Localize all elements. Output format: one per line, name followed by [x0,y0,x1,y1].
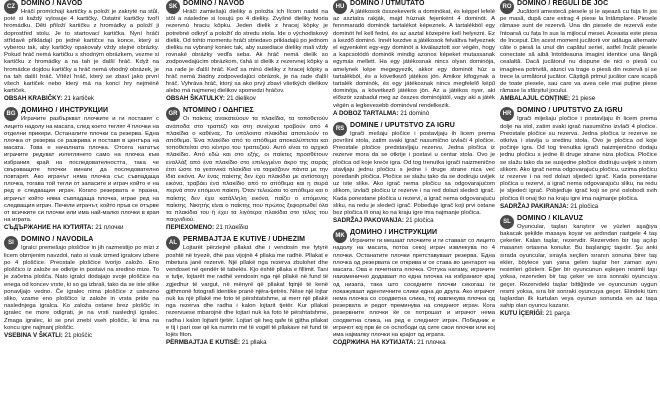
section-ro [500,0,657,103]
lang-badge-cz: CZ [4,0,18,14]
section-body-hr: Igrači miješaju pločice i postavljaju ih licem prema dolje na stol, zatim svaki igrač nasumično izvlači 4 pločice. Preostale pločice su rezerva. Jedna pločica iz rezerve se otkriva i stavlja u sredinu stola. Ovo je pločica od koje počinje igra. Od tog trenutka igrači naizmjenično dodaju jednu pločicu s jedne ili druge strane niza pločica. Pločice se slažu tako da se susjedne pločice dodiruju uvijek s istom slikom. Ako igrač nema odgovarajuću pločicu, uzima pločicu iz rezerve i na red dolazi sljedeći igrač. Kada ponestane pločica u rezervi, a igrač nema odgovarajuću sliku, na redu je sljedeći igrač. Pobjeđuje igrač koji se prvi oslobodi svih pločica ili onaj tko na kraju igre ima najmanje pločica. [500,116,657,202]
section-cz [4,0,159,103]
lang-badge-sk: SK [166,0,180,14]
section-sk [166,0,328,103]
lang-badge-hu: HU [333,0,347,14]
box-contents-sk: OBSAH ŠKATULKY: 21 dielikov [166,95,256,103]
lang-badge-ro: RO [500,0,514,14]
section-gr [166,107,328,232]
lang-badge-bg: BG [4,107,18,121]
section-title-ro: DOMINO / REGULI DE JOC [517,0,609,7]
lang-badge-sl: SL [500,215,514,229]
section-title-gr: ΝΤΟΜΙΝΟ / ΟΔΗΓΙΕΣ [183,107,254,115]
column-3 [333,0,495,420]
section-title-cz: DOMINO / NÁVOD [21,0,83,7]
section-body-gr: Οι παίκτες ανακατεύουν τα πλακίδια, τα τοποθετούν ανάποδα στο τραπέζι και στη συνέχεια τραβούν από 4 πλακίδια ο καθένας. Τα υπόλοιπα πλακίδια αποτελούν το απόθεμα. Ένα πλακίδιο από το απόθεμα αποκαλύπτεται και τοποθετείται στο κέντρο του τραπεζιού. Αυτό είναι το αρχικό πλακίδιο. Από εδώ και στο εξής, οι παίκτες προσθέτουν εναλλάξ από ένα πλακίδιο στο επιλεγμένο άκρο της σειράς έτσι ώστε τα γειτονικά πλακίδια να ταιριάζουν πάντα με την ίδια εικόνα. Αν ένας παίκτης δεν έχει πλακίδιο με αντίστοιχη εικόνα, τραβάει ένα πλακίδιο από το απόθεμα και η σειρά περνά στον επόμενο παίκτη. Όταν τελειώσει το απόθεμα και ο παίκτης δεν έχει κατάλληλη εικόνα, παίζει ο επόμενος παίκτης. Νικητής είναι ο παίκτης που πρώτος ξεφορτωθεί όλα τα πλακίδια του ή έχει τα λιγότερα πλακίδια στο τέλος του παιχνιδιού. [166,116,328,224]
section-si [4,236,159,339]
lang-badge-hr: HR [500,107,514,121]
box-contents-hu: A DOBOZ TARTALMA: 21 dominó [333,109,430,117]
section-title-al: PËRMBAJTJA E KUTIVE / UDHËZIM [183,236,306,244]
section-body-cz: Hráči promíchají kartičky a položí je zakryté na stůl, poté si každý vylosuje 4 kartičky. Ostatní kartičky tvoří hromádku. Děti přiloží kartičku z hromádky a položí ji doprostřed stolu. Je to startovací kartička. Nyní hráči střídavě přikládají po jedné kartičce na konce, který si vyberou tak, aby kartičky opakovaly vždy stejné obrázky. Pokud hráč nemá kartičku s shodným obrázkem, vezme si kartičku z hromádky a na tah je další hráč. Když na hromádce dojdou kartičky a hráč nemá vhodný obrázek, je na tah další hráč. Vítězí hráč, který se zbaví jako první všech kartiček nebo který má na konci hry nejméně kartiček. [4,9,159,95]
box-contents-sl: KUTU İÇERİĞİ: 21 parça [500,310,570,318]
section-title-bg: ДОМИНО / ИНСТРУКЦИИ [21,107,109,115]
section-body-ro: Jucătorii amestecă piesele și le așează cu fața în jos pe masă, după care extrag 4 piese la întâmplare. Piesele rămase sunt de rezervă. Una din piesele de rezervă este întoarsă cu fața în sus la mijlocul mesei. Aceasta este piesa de început. Din acest moment jucătorii vor adăuga alternativ câte o piesă la unul din capătul seriei, astfel încât piesele conectate să aibă întotdeauna imagini identice una lângă cealaltă. Dacă jucătorul nu dispune de nici o piesă cu imaginea potrivită, atunci va trage o piesă din rezervă și se trece la următorul jucător. Câștigă primul jucător care scapă de toate piesele, sau care va avea cele mai puține piese rămase la sfârșitul jocului. [500,9,657,95]
section-body-al: Lojtarët përziejnë pllakat dhe i vendosin me fytyrë poshtë në tryezë, dhe pas vijojnë 4 pllaka me radhë. Pllakat e mbetura janë rezervë. Një pllakë nga rezerva zbulohet dhe vendoset në qendër të tabelës. Kjo është pllaka e fillimit. Tani e tutje, lojtarët me radhë vendosin nga një pllakë në fund të zgjedhur të vargut, në mënyrë që pllakat fqinjë të kenë gjithmonë fotografi identike pranë njëra-tjetrës. Nëse një lojtar nuk ka një pllakë me foto të përshtatshme, ai merr një pllakë nga rezerva dhe radha i kalon lojtarit tjetër. Kur pllakat rezervuese mbarojnë dhe lojtari nuk ka foto të përshtatshme, radha i kalon lojtarit tjetër. Lojtari që heq qafe të gjitha pllakat e tij i pari ose që ka numrin më të vogël të pllakave në fund të lojës fiton. [166,245,328,338]
section-rs [333,122,495,225]
section-title-hr: DOMINO / UPUTSTVO ZA IGRU [517,107,623,115]
section-body-sk: Hráči zamiešajú dieliky a položia ich lícom nadol na stôl a následne si losujú po 4 dieliky. Zvyšné dieliky tvoria rezervnú hraciu kôpku. Jeden dielik z hracej kôpky je potrebné odkryť a položiť do stredu stola. Ide o východiskový dielik. Od tohto momentu hráči striedavo prikladajú po jednom dieliku na vybraný koniec tak, aby susediace dieliky mali vždy rovnaké obrázky vedľa seba. Ak hráč nemá dielik so zodpovedajúcim obrázkom, ťahá si dielik z rezervnej kôpky a na rade je ďalší hráč. Keď sa minú dieliky z hracej kôpky a hráč nemá žiadny zodpovedajúci obrázok, je na rade ďalší hráč. Vyhráva hráč, ktorý sa ako prvý zbaví všetkých dielikov alebo má najmenej dielikov spomedzi hráčov. [166,9,328,95]
section-title-rs: DOMINE / UPUTSTVO ZA IGRU [350,121,455,129]
box-contents-ro: AMBALAJUL CONȚINE: 21 piese [500,95,596,103]
column-4 [500,0,657,420]
box-contents-si: VSEBINA V ŠKATLI: 21 ploščic [4,331,93,339]
box-contents-al: PËRMBAJTJA E KUTISË: 21 pllaka [166,339,267,347]
section-title-sk: DOMINO / NÁVOD [183,0,245,7]
column-2 [166,0,328,420]
section-body-hu: A játékosok összekeverik a dominókat, és képpel lefelé az asztalra rakják, majd húznak fejenként 4 dominót. A fennmaradó dominók tartalékot képeznek. A tartalékból egy dominót fel kell fedni, és az asztal közepére kell helyezni. Ez a kezdő dominó. Innét kezdve a játékosok felváltva helyeznek el egyenként egy-egy dominót a kiválasztott sor végén, hogy a kapcsolódó dominók mindig azonos képeket mutassanak egymás mellett. Ha egy játékosnak nincs olyan dominója, amelynek képe megegyezik, akkor egy dominót húz a tartalékból, és a következő játékos jön. Amikor kifogynak a tartalék dominók, és egy játékosnak nincs megfelelő képű dominója, a következő játékos jön. Az a játékos nyer, aki először szabadul meg az összes dominójától, vagy aki a játék végén a legkevesebb dominóval rendelkezik. [333,9,495,109]
section-title-hu: DOMINÓ / ÚTMUTATÓ [350,0,425,7]
section-body-rs: Igrači mešaju pločice i postavljaju ih licem prema površini stola, zatim svaki igrač nasumično izvlači 4 pločice. Preostale pločice predstavljaju rezervu. Jedna pločica iz rezerve mora da se otkrije i postavi u centar stola. Ovo je pločica od koje kreće igra. Od tog trenutka igrači naizmenično stavljaju jednu pločicu s jedne i druge strane niza već poređanih pločica. Pločice se slažu tako da se dodiruju uvijek uz iste slike. Ako igrač nema pločicu sa odgovarajućom slikom, izvlači pločicu iz rezerve i na red dolazi sledeći igrač. Kada ponestane pločica u rezervi, a igrač nema odgovarajuću sliku, na redu je sledeći igrač. Pobeđuje igrač koji prvi ostane bez pločica ili onaj ko na kraju igre ima najmanje pločica. [333,130,495,217]
box-contents-hr: SADRŽAJ PAKIRANJA: 21 pločica [500,202,599,210]
lang-badge-al: AL [166,236,180,250]
section-bg [4,107,159,232]
column-1 [4,0,159,420]
section-mk [333,229,495,347]
section-body-bg: Играчите разбъркват плочките и ги поставят с лицето надолу на масата, след което теглят 4 плочки на отделни прикери. Останалите плочки са резерва. Една плочка от резерва се разкрива и поставя в центъра на масата. Това е началната плочка. Отсега нататък играчите редуват изтеглянето само на плочка към избрания край на последователността, така че свързващите плочки винаги да последователно повтарят. Ако играчът няма плочка със съвпадаща плочка, тогава той тегли от запасите и играч който е на ред е следващия играч. Когато резервата е празна, играчът който няма съвпадаща плочка, играе ред на следващия играч. Печели играчът, който пръв се отърве от всичките си плочки или има най-малко плочки в края на играта. [4,116,159,224]
box-contents-mk: СОДРЖИНА НА КУТИЈАТА: 21 плочка [333,339,446,347]
section-title-sl: DOMINO / KILAVUZ [517,214,584,222]
section-body-mk: Играчите ги мешаат плочките и ги ставаат со лицето надолу на масата, потоа секој играч извлекува по 4 плочки. Останатите плочки претставуваат резерва. Една плочка од резервата се открива и се става во центарот на масата. Ова е почетната плочка. Оттука натаму, играчите наизменично додаваат по една плочка на избраниот крај од низата, така што соседните плочки секогаш ги покажуваат идентичните слики една до друга. Ако играчот нема плочка со соодветна слика, тој извлекува плочка од резервата и редот преминува на следниот играч. Кога резервните плочки ќе се потрошат и играчот нема соодветна слика, на ред е следниот играч. Победник е играчот кој прв ќе се ослободи од сите свои плочки или кој има најмалку плочки на крајот од играта. [333,238,495,338]
box-contents-cz: OBSAH KRABIČKY: 21 kartiček [4,95,94,103]
box-contents-gr: ΠΕΡΙΕΧΟΜΕΝΟ: 21 πλακίδια [166,224,249,232]
lang-badge-si: SI [4,236,18,250]
section-body-si: Igralci premešajo ploščice in jih razmestijo po mizi z licem obrnjenim navzdol, nato si vsak izmed igralcev izbere po 4 ploščice. Preostale ploščice tvorijo založo. Eno ploščico iz založe se odkrije in postavi na sredino mize. To je začetna plošča. Nato igralci dodajajo svoje ploščice na enega od koncev vrste, ki so ga izbrali, tako da se iste slike ponavljajo vedno. Če igralec nima ploščice z ustrezno sliko, vzame eno ploščico iz založe in vrsta pride na naslednjega igralca. Ko založa ostane brez ploščic in igralec ne more odigrati, je na vrsti naslednji igralec. Zmaga igralec, ki se prvi znebi vseh ploščic, ki ima na koncu igre najmanj ploščic. [4,245,159,331]
lang-badge-gr: GR [166,107,180,121]
section-al [166,236,328,347]
section-hr [500,107,657,210]
lang-badge-rs: RS [333,122,347,136]
section-body-sl: Oyuncular, taşları karıştırır ve yüzleri aşağıya bakacak şekilde masaya koyar ve ardından rastgele 4 taş çekerler. Kalan taşlar, rezervdir. Rezervden bir taş açılıp masanın ortasına konulur. Bu başlangıç taşıdır. Şu anki sırada oyuncular, sırayla seçilen sıranın sonuna birer taş ekler, böylece yan yana gelen taşlar her zaman aynı resimleri gösterir. Eğer bir oyuncunun eşleşen resimli taşı yoksa, rezervden bir taş çeker ve sıra sonraki oyuncuya geçer. Rezervdeki taşlar bittiğinde ve oyuncunun uygun resmi yoksa, sıra bir sonraki oyuncuya geçer. Elindeki tüm taşlardan ilk kurtulan veya oyunun sonunda en az taşa sahip olan oyuncu kazanır. [500,223,657,310]
section-title-mk: ДОМИНО / ИНСТРУКЦИИ [350,229,438,237]
box-contents-rs: SADRŽAJ PAKOVANJA: 21 pločica [333,217,434,225]
section-title-si: DOMINO / NAVODILA [21,236,94,244]
section-sl [500,215,657,318]
lang-badge-mk: MK [333,229,347,243]
box-contents-bg: СЪДЪРЖАНИЕ НА КУТИЯТА: 21 плочки [4,224,124,232]
section-hu [333,0,495,118]
